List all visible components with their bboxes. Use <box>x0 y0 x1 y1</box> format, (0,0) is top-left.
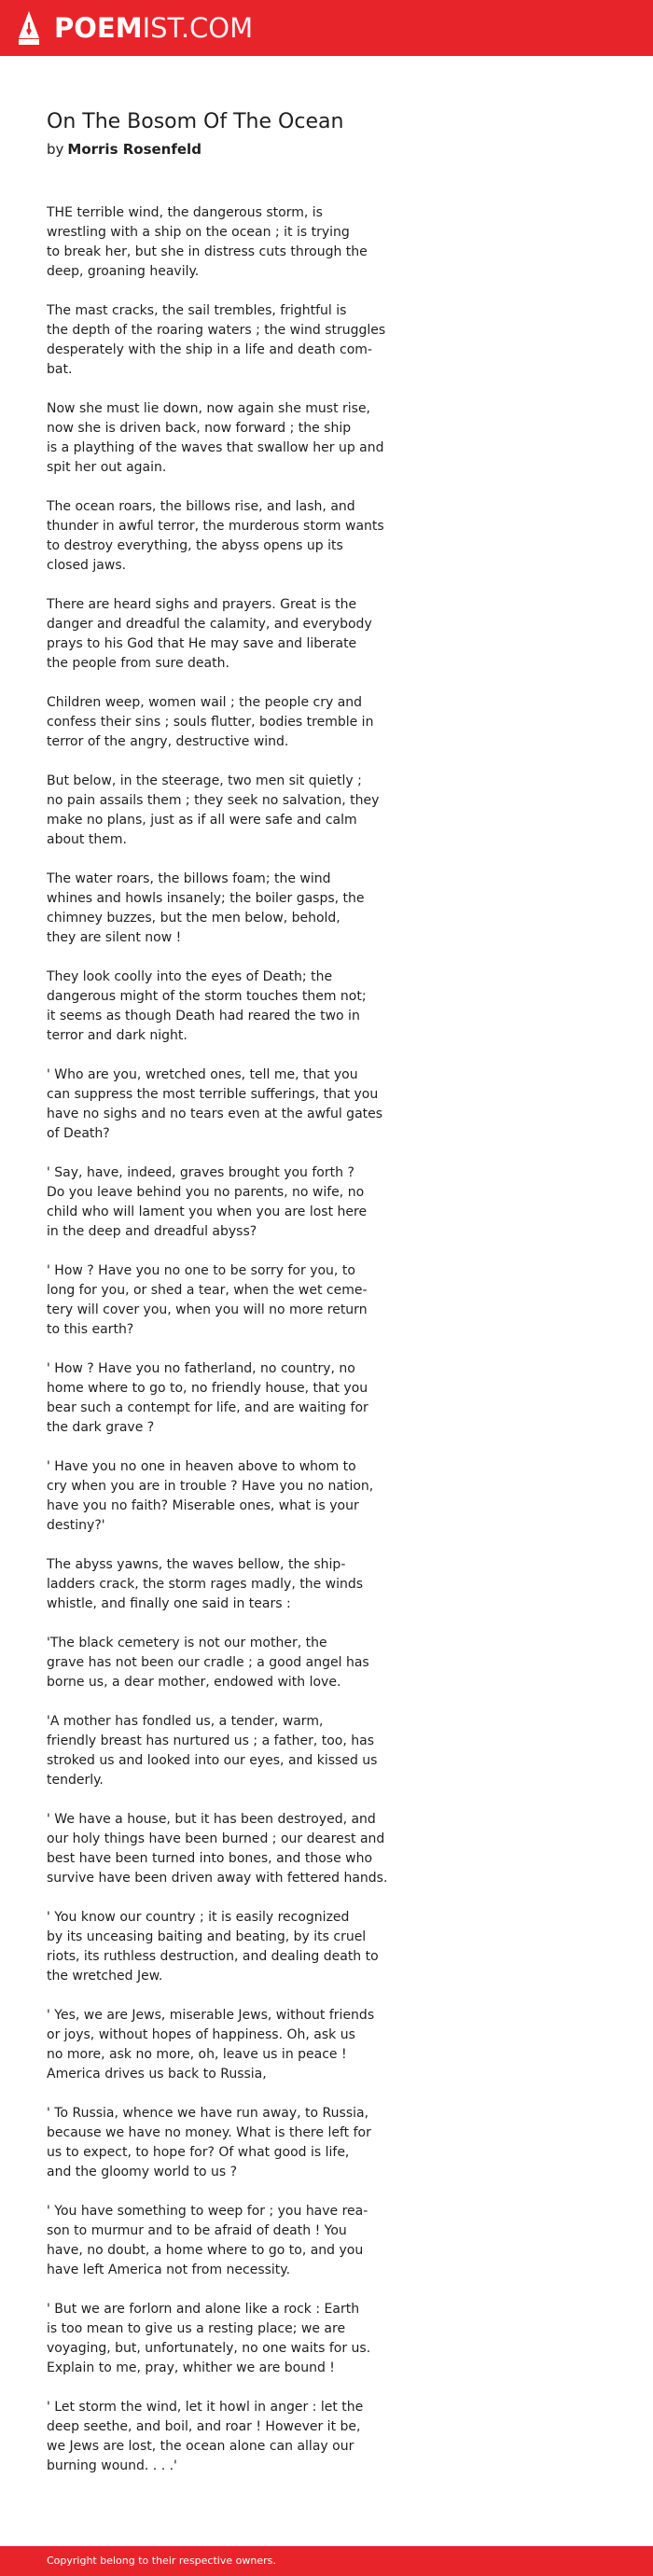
by-label: by <box>47 141 64 158</box>
stanza <box>47 2104 392 2182</box>
stanza <box>47 1908 392 1986</box>
stanza <box>47 2398 392 2476</box>
poem-line: it seems as though Death had reared the two in <box>47 1009 360 1023</box>
poem-line: they are silent now ! <box>47 930 182 945</box>
poem-line: terror of the angry, destructive wind. <box>47 734 289 749</box>
stanza <box>47 1261 392 1340</box>
site-logo-link[interactable] <box>17 0 253 56</box>
poem-line: now she is driven back, now forward ; the ship <box>47 421 352 436</box>
poem-line: America drives us back to Russia, <box>47 2067 267 2082</box>
poem-line: stroked us and looked into our eyes, and kissed us <box>47 1753 378 1768</box>
poem-line: whistle, and finally one said in tears : <box>47 1596 291 1611</box>
stanza <box>47 772 392 850</box>
poem-line: us to expect, to hope for? Of what good is life, <box>47 2145 350 2160</box>
poem-line: desperately with the ship in a life and death com- <box>47 342 372 357</box>
poem-line: tery will cover you, when you will no more return <box>47 1302 368 1317</box>
poem-line: ' How ? Have you no one to be sorry for you, to <box>47 1263 355 1278</box>
poem-header <box>47 108 606 160</box>
poem-line: the depth of the roaring waters ; the wind struggles <box>47 323 386 338</box>
stanza <box>47 1359 392 1438</box>
poem-line: danger and dreadful the calamity, and everybody <box>47 617 372 632</box>
poem-line: of Death? <box>47 1126 110 1141</box>
poem-line: the dark grave ? <box>47 1420 155 1435</box>
poem-line: ' To Russia, whence we have run away, to Russia, <box>47 2106 369 2121</box>
poem-line: ' Let storm the wind, let it howl in anger : let the <box>47 2400 364 2415</box>
poem-line: 'A mother has fondled us, a tender, warm, <box>47 1714 324 1729</box>
author-link[interactable]: Morris Rosenfeld <box>67 141 201 158</box>
poem-line: to destroy everything, the abyss opens up its <box>47 538 343 553</box>
stanza <box>47 301 392 380</box>
poem-line: The ocean roars, the billows rise, and lash, and <box>47 499 355 514</box>
poem-line: prays to his God that He may save and liberate <box>47 636 357 651</box>
poem-line: dangerous might of the storm touches them not; <box>47 989 367 1004</box>
poem-line: can suppress the most terrible sufferings, that you <box>47 1087 379 1102</box>
stanza <box>47 693 392 752</box>
poem-line: about them. <box>47 832 127 847</box>
pen-nib-icon <box>17 10 41 46</box>
poem-line: spit her out again. <box>47 460 167 475</box>
poem-line: destiny?' <box>47 1518 105 1533</box>
poem-line: borne us, a dear mother, endowed with love. <box>47 1675 341 1690</box>
poem-line: They look coolly into the eyes of Death; the <box>47 969 333 984</box>
poem-line: friendly breast has nurtured us ; a father, too, has <box>47 1734 375 1748</box>
stanza <box>47 1712 392 1790</box>
poem-line: Children weep, women wail ; the people cry and <box>47 695 363 710</box>
poem-line: ' Say, have, indeed, graves brought you forth ? <box>47 1165 354 1180</box>
poem-line: grave has not been our cradle ; a good angel has <box>47 1655 369 1670</box>
poem-line: ' We have a house, but it has been destroyed, and <box>47 1812 376 1827</box>
logo-text-bold: POEM <box>54 12 143 44</box>
stanza <box>47 1065 392 1144</box>
poem-line: The water roars, the billows foam; the wind <box>47 871 331 886</box>
poem-line: ' Have you no one in heaven above to whom to <box>47 1459 356 1474</box>
poem-line: ' But we are forlorn and alone like a rock : Earth <box>47 2302 360 2317</box>
poem-line: chimney buzzes, but the men below, behold, <box>47 911 340 926</box>
poem-line: is a plaything of the waves that swallow her up and <box>47 440 384 455</box>
poem-line: ' Who are you, wretched ones, tell me, that you <box>47 1067 358 1082</box>
stanza <box>47 1163 392 1242</box>
poem-line: terror and dark night. <box>47 1028 188 1043</box>
poem-line: have you no faith? Miserable ones, what is your <box>47 1498 359 1513</box>
poem-line: son to murmur and to be afraid of death ! You <box>47 2223 347 2238</box>
poem-line: But below, in the steerage, two men sit quietly ; <box>47 773 362 788</box>
poem-line: no more, ask no more, oh, leave us in peace ! <box>47 2047 347 2062</box>
poem-line: The abyss yawns, the waves bellow, the ship- <box>47 1557 346 1572</box>
poem-line: have left America not from necessity. <box>47 2263 291 2277</box>
poem-line: THE terrible wind, the dangerous storm, is <box>47 205 323 220</box>
poem-line: to break her, but she in distress cuts through the <box>47 244 368 259</box>
poem-line: is too mean to give us a resting place; we are <box>47 2321 346 2336</box>
stanza <box>47 497 392 576</box>
poem-line: cry when you are in trouble ? Have you no nation, <box>47 1479 374 1494</box>
poem-line: best have been turned into bones, and those who <box>47 1851 373 1866</box>
poem-body <box>47 203 392 2496</box>
poem-line: we Jews are lost, the ocean alone can allay our <box>47 2439 354 2454</box>
poem-line: in the deep and dreadful abyss? <box>47 1224 257 1239</box>
poem-line: Explain to me, pray, whither we are bound ! <box>47 2360 335 2375</box>
poem-line: because we have no money. What is there left for <box>47 2125 371 2140</box>
stanza <box>47 1634 392 1692</box>
stanza <box>47 1457 392 1536</box>
poem-line: burning wound. . . .' <box>47 2458 177 2473</box>
footer-bar <box>0 2546 653 2576</box>
poem-line: Now she must lie down, now again she must rise, <box>47 401 371 416</box>
poem-line: home where to go to, no friendly house, that you <box>47 1381 368 1396</box>
stanza <box>47 2006 392 2084</box>
poem-line: wrestling with a ship on the ocean ; it is trying <box>47 225 350 240</box>
site-logo-text <box>54 0 253 56</box>
poem-line: 'The black cemetery is not our mother, the <box>47 1636 327 1650</box>
poem-line: ' You have something to weep for ; you have rea- <box>47 2204 368 2219</box>
poem-line: ' Yes, we are Jews, miserable Jews, without friends <box>47 2008 375 2023</box>
poem-line: whines and howls insanely; the boiler gasps, the <box>47 891 365 906</box>
poem-line: riots, its ruthless destruction, and dealing death to <box>47 1949 379 1964</box>
poem-line: the wretched Jew. <box>47 1969 163 1984</box>
copyright-text: Copyright belong to their respective owners. <box>47 2555 276 2567</box>
stanza <box>47 399 392 478</box>
poem-line: our holy things have been burned ; our dearest and <box>47 1831 385 1846</box>
poem-line: voyaging, but, unfortunately, no one waits for us. <box>47 2341 371 2356</box>
poem-line: have no sighs and no tears even at the awful gates <box>47 1107 383 1121</box>
byline <box>47 138 606 160</box>
stanza <box>47 2300 392 2378</box>
poem-line: thunder in awful terror, the murderous storm wants <box>47 519 384 534</box>
stanza <box>47 1555 392 1614</box>
poem-line: or joys, without hopes of happiness. Oh, ask us <box>47 2027 355 2042</box>
logo-text-light: IST.COM <box>142 12 254 44</box>
stanza <box>47 968 392 1046</box>
poem-line: There are heard sighs and prayers. Great is the <box>47 597 357 612</box>
poem-line: no pain assails them ; they seek no salvation, they <box>47 793 380 808</box>
poem-line: deep seethe, and boil, and roar ! However it be, <box>47 2419 361 2434</box>
stanza <box>47 1810 392 1888</box>
poem-line: to this earth? <box>47 1322 134 1337</box>
stanza <box>47 595 392 674</box>
poem-line: child who will lament you when you are lost here <box>47 1204 368 1219</box>
poem-line: deep, groaning heavily. <box>47 264 200 279</box>
poem-line: have, no doubt, a home where to go to, and you <box>47 2243 364 2258</box>
poem-line: ' How ? Have you no fatherland, no country, no <box>47 1361 355 1376</box>
poem-line: the people from sure death. <box>47 656 229 671</box>
stanza <box>47 870 392 948</box>
poem-line: and the gloomy world to us ? <box>47 2165 238 2179</box>
poem-line: The mast cracks, the sail trembles, frightful is <box>47 303 347 318</box>
poem-line: make no plans, just as if all were safe and calm <box>47 813 357 828</box>
poem-line: long for you, or shed a tear, when the wet ceme- <box>47 1283 368 1298</box>
poem-line: tenderly. <box>47 1773 104 1788</box>
top-bar <box>0 0 653 56</box>
poem-line: by its unceasing baiting and beating, by its cruel <box>47 1929 367 1944</box>
poem-line: bear such a contempt for life, and are waiting for <box>47 1400 368 1415</box>
poem-line: ' You know our country ; it is easily recognized <box>47 1910 350 1925</box>
poem-title: On The Bosom Of The Ocean <box>47 110 344 133</box>
poem-line: ladders crack, the storm rages madly, the winds <box>47 1577 364 1592</box>
poem-line: Do you leave behind you no parents, no wife, no <box>47 1185 365 1200</box>
poem-line: survive have been driven away with fettered hands. <box>47 1871 388 1886</box>
poem-line: confess their sins ; souls flutter, bodies tremble in <box>47 715 374 730</box>
poem-line: closed jaws. <box>47 558 127 573</box>
stanza <box>47 2202 392 2280</box>
stanza <box>47 203 392 282</box>
poem-line: bat. <box>47 362 73 377</box>
